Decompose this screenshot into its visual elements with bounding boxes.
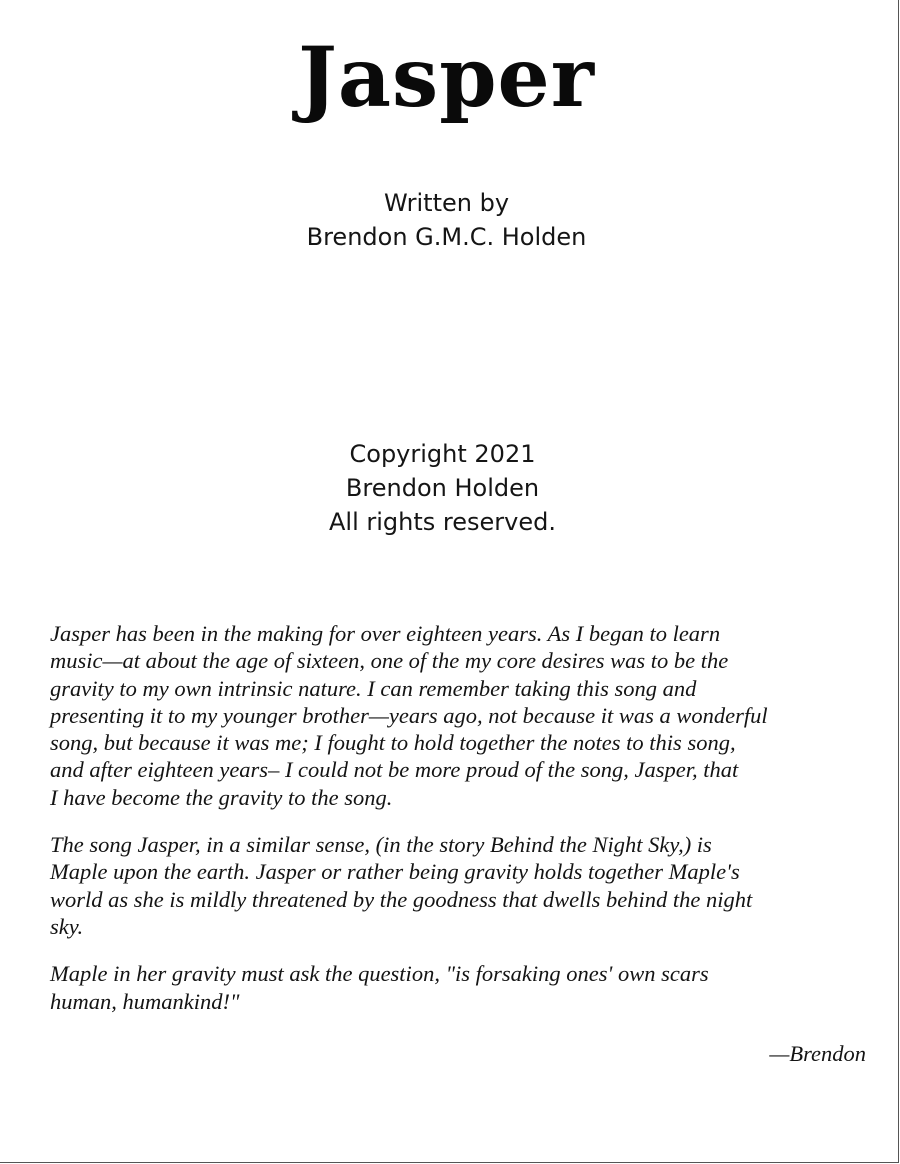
paragraph-line: Jasper has been in the making for over eighteen years. As I began to learn (50, 621, 721, 646)
paragraph-line: I have become the gravity to the song. (50, 784, 393, 810)
foreword-text (50, 620, 870, 1035)
paragraph-line: and after eighteen years– I could not be more proud of the song, Jasper, that (50, 757, 739, 783)
paragraph-3 (50, 960, 870, 1015)
byline-written-by: Written by (383, 189, 510, 217)
document-title: Jasper (298, 30, 595, 126)
signature: —Brendon (769, 1041, 866, 1066)
byline-author: Brendon G.M.C. Holden (306, 223, 587, 251)
paragraph-line: Maple in her gravity must ask the question, "is forsaking ones' own scars (50, 961, 709, 987)
paragraph-line: song, but because it was me; I fought to hold together the notes to this song, (50, 730, 736, 756)
paragraph-line: Maple upon the earth. Jasper or rather being gravity holds together Maple's (50, 859, 740, 885)
paragraph-2 (50, 831, 870, 940)
byline (0, 186, 893, 254)
paragraph-1 (50, 620, 870, 811)
paragraph-line: sky. (50, 913, 84, 939)
copyright-holder: Brendon Holden (345, 474, 540, 502)
copyright-block (0, 437, 885, 539)
paragraph-line: gravity to my own intrinsic nature. I can remember taking this song and (50, 675, 697, 701)
paragraph-line: The song Jasper, in a similar sense, (in the story Behind the Night Sky,) is (50, 832, 712, 858)
paragraph-line: presenting it to my younger brother—years ago, not because it was a wonderful (50, 702, 768, 728)
copyright-rights: All rights reserved. (329, 508, 556, 536)
paragraph-line: world as she is mildly threatened by the goodness that dwells behind the night (50, 886, 753, 912)
copyright-year: Copyright 2021 (349, 440, 536, 468)
paragraph-line: human, humankind!" (50, 988, 240, 1014)
paragraph-line: music—at about the age of sixteen, one of the my core desires was to be the (50, 648, 729, 674)
